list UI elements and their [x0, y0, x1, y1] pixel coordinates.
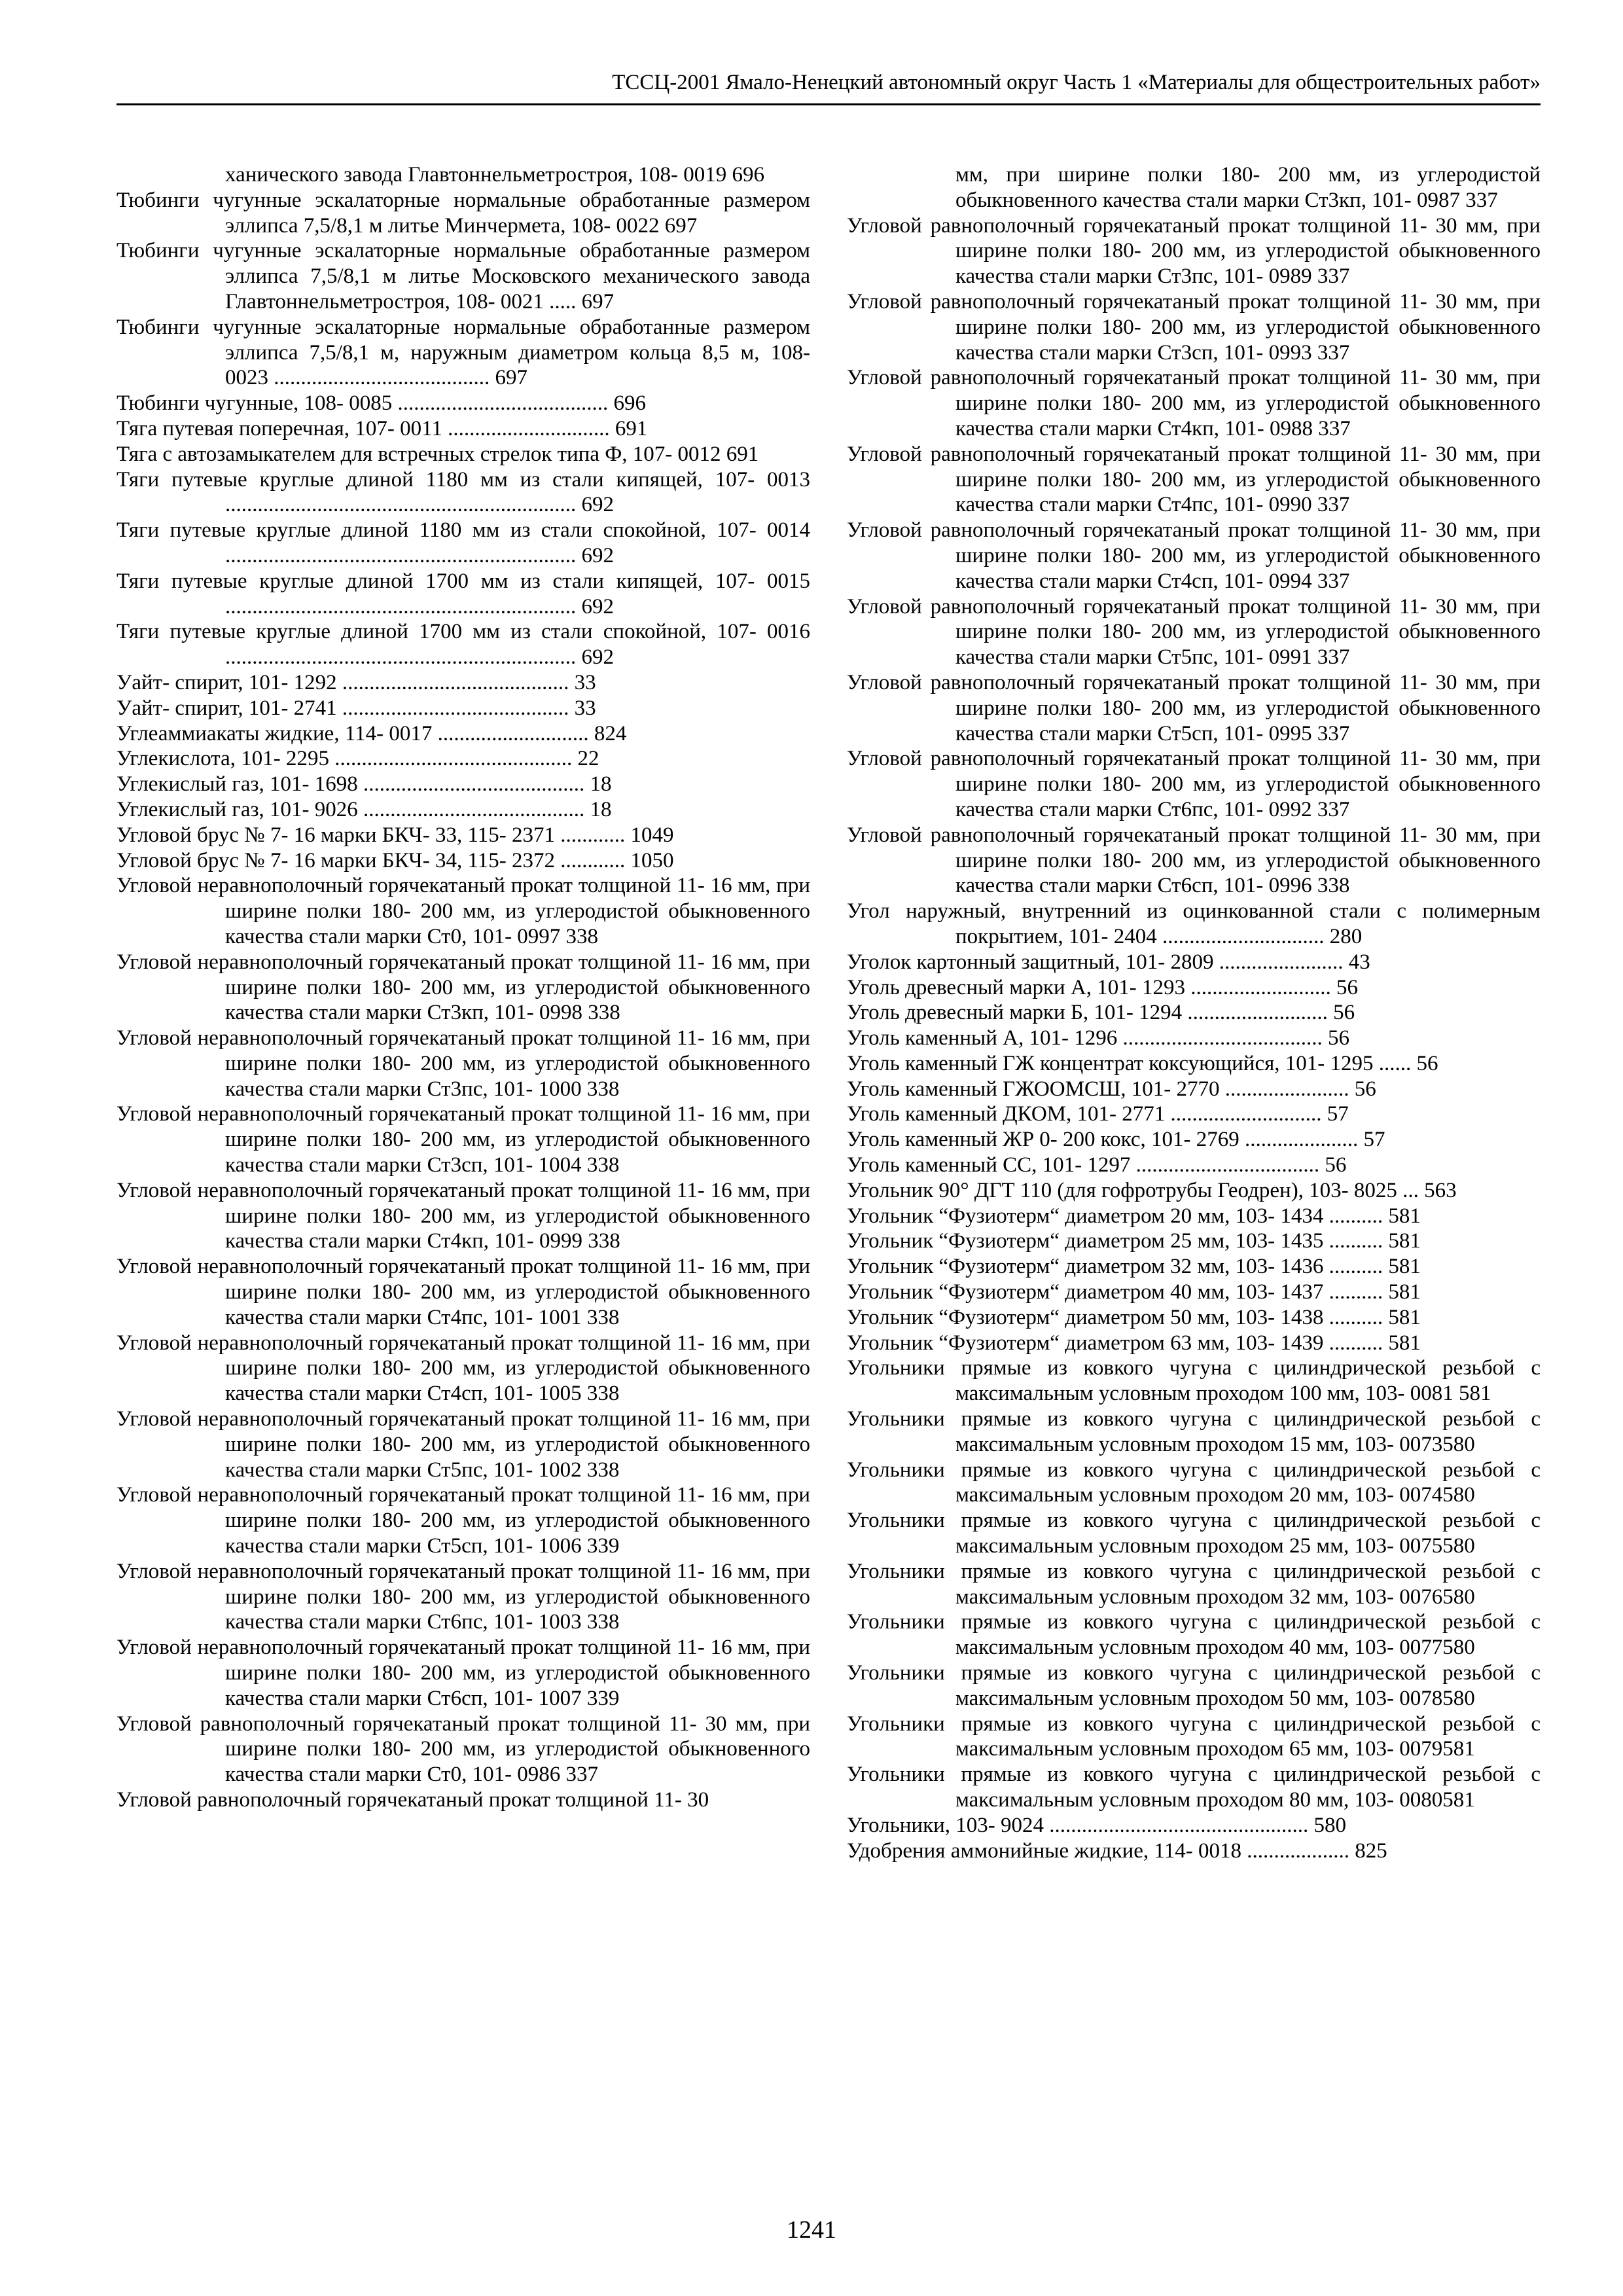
index-entry: Угольник “Фузиотерм“ диаметром 32 мм, 103- 1436 .......... 581	[847, 1255, 1421, 1279]
index-entry: Тяги путевые круглые длиной 1180 мм из стали спокойной, 107- 0014 ................................................................. 692	[116, 518, 810, 567]
running-header: ТССЦ-2001 Ямало-Ненецкий автономный округ Часть 1 «Материалы для общестроительных работ»	[612, 71, 1541, 94]
index-entry: Угловой равнополочный горячекатаный прокат толщиной 11- 30 мм, при ширине полки 180- 200 мм, из углеродистой обыкновенного качества стали марки Ст6пс, 101- 0992 337	[847, 747, 1541, 821]
index-entry: Угловой равнополочный горячекатаный прокат толщиной 11- 30 мм, при ширине полки 180- 200 мм, из углеродистой обыкновенного качества стали марки Ст3пс, 101- 0989 337	[847, 213, 1541, 289]
index-entry: Угольники прямые из ковкого чугуна с цилиндрической резьбой с максимальным условным проходом 80 мм, 103- 0080581	[847, 1763, 1541, 1812]
index-entry: мм, при ширине полки 180- 200 мм, из углеродистой обыкновенного качества стали марки Ст3кп, 101- 0987 337	[955, 163, 1541, 212]
index-entry: Угольники прямые из ковкого чугуна с цилиндрической резьбой с максимальным условным проходом 50 мм, 103- 0078580	[847, 1661, 1541, 1710]
index-entry: Угольники прямые из ковкого чугуна с цилиндрической резьбой с максимальным условным проходом 100 мм, 103- 0081 581	[847, 1356, 1541, 1406]
index-entry: Угольник “Фузиотерм“ диаметром 25 мм, 103- 1435 .......... 581	[847, 1229, 1421, 1253]
index-entry: Угловой равнополочный горячекатаный прокат толщиной 11- 30 мм, при ширине полки 180- 200 мм, из углеродистой обыкновенного качества стали марки Ст4сп, 101- 0994 337	[847, 518, 1541, 593]
index-entry: Угольники прямые из ковкого чугуна с цилиндрической резьбой с максимальным условным проходом 32 мм, 103- 0076580	[847, 1559, 1541, 1609]
index-entry: Угловой неравнополочный горячекатаный прокат толщиной 11- 16 мм, при ширине полки 180- 200 мм, из углеродистой обыкновенного качества стали марки Ст4пс, 101- 1001 338	[116, 1255, 810, 1329]
index-entry: Угловой брус № 7- 16 марки БКЧ- 34, 115- 2372 ............ 1050	[116, 848, 674, 872]
index-entry: Тюбинги чугунные эскалаторные нормальные обработанные размером эллипса 7,5/8,1 м литье Московского механического завода Главтоннельметростроя, 108- 0021 ..... 697	[116, 239, 810, 314]
index-entry: Тяги путевые круглые длиной 1180 мм из стали кипящей, 107- 0013 ................................................................. 692	[116, 467, 810, 517]
index-entry: Угольник “Фузиотерм“ диаметром 50 мм, 103- 1438 .......... 581	[847, 1305, 1421, 1329]
index-entry: Уголь каменный СС, 101- 1297 .................................. 56	[847, 1153, 1347, 1177]
index-entry: Уголок картонный защитный, 101- 2809 ....................... 43	[847, 950, 1370, 974]
index-entry: Угловой равнополочный горячекатаный прокат толщиной 11- 30 мм, при ширине полки 180- 200 мм, из углеродистой обыкновенного качества стали марки Ст6сп, 101- 0996 338	[847, 823, 1541, 898]
index-column-right	[847, 162, 1541, 1863]
index-entry: Угловой неравнополочный горячекатаный прокат толщиной 11- 16 мм, при ширине полки 180- 200 мм, из углеродистой обыкновенного качества стали марки Ст0, 101- 0997 338	[116, 874, 810, 948]
index-entry: Удобрения аммонийные жидкие, 114- 0018 ................... 825	[847, 1839, 1387, 1863]
index-entry: Угольник “Фузиотерм“ диаметром 40 мм, 103- 1437 .......... 581	[847, 1280, 1421, 1304]
index-entry: Уголь древесный марки Б, 101- 1294 .......................... 56	[847, 1001, 1355, 1025]
index-entry: Угольники прямые из ковкого чугуна с цилиндрической резьбой с максимальным условным проходом 40 мм, 103- 0077580	[847, 1610, 1541, 1660]
index-column-left	[116, 162, 810, 1813]
index-entry: Угольник “Фузиотерм“ диаметром 20 мм, 103- 1434 .......... 581	[847, 1204, 1421, 1228]
index-entry: Угловой неравнополочный горячекатаный прокат толщиной 11- 16 мм, при ширине полки 180- 200 мм, из углеродистой обыкновенного качества стали марки Ст3пс, 101- 1000 338	[116, 1026, 810, 1101]
index-entry: Тяги путевые круглые длиной 1700 мм из стали спокойной, 107- 0016 ................................................................. 692	[116, 620, 810, 670]
page-number: 1241	[787, 2216, 836, 2244]
index-entry: Угольники прямые из ковкого чугуна с цилиндрической резьбой с максимальным условным проходом 15 мм, 103- 0073580	[847, 1407, 1541, 1456]
index-entry: Углекислота, 101- 2295 ............................................ 22	[116, 747, 599, 771]
index-entry: Угловой равнополочный горячекатаный прокат толщиной 11- 30 мм, при ширине полки 180- 200 мм, из углеродистой обыкновенного качества стали марки Ст4кп, 101- 0988 337	[847, 366, 1541, 440]
index-entry: Угловой неравнополочный горячекатаный прокат толщиной 11- 16 мм, при ширине полки 180- 200 мм, из углеродистой обыкновенного качества стали марки Ст5сп, 101- 1006 339	[116, 1483, 810, 1558]
index-entry: Угольники прямые из ковкого чугуна с цилиндрической резьбой с максимальным условным проходом 65 мм, 103- 0079581	[847, 1712, 1541, 1761]
index-entry: Угловой равнополочный горячекатаный прокат толщиной 11- 30 мм, при ширине полки 180- 200 мм, из углеродистой обыкновенного качества стали марки Ст5пс, 101- 0991 337	[847, 594, 1541, 670]
index-entry: Тюбинги чугунные эскалаторные нормальные обработанные размером эллипса 7,5/8,1 м литье Минчермета, 108- 0022 697	[116, 188, 810, 238]
index-entry: Уголь каменный ЖР 0- 200 кокс, 101- 2769 ..................... 57	[847, 1128, 1385, 1152]
index-entry: Углекислый газ, 101- 1698 ......................................... 18	[116, 772, 612, 797]
index-entry: Уголь каменный ГЖ концентрат коксующийся, 101- 1295 ...... 56	[847, 1051, 1438, 1075]
index-entry: Угол наружный, внутренний из оцинкованной стали с полимерным покрытием, 101- 2404 .............................. 280	[847, 899, 1541, 948]
index-entry: Угольники, 103- 9024 ................................................ 580	[847, 1813, 1347, 1837]
index-entry: Угловой равнополочный горячекатаный прокат толщиной 11- 30 мм, при ширине полки 180- 200 мм, из углеродистой обыкновенного качества стали марки Ст3сп, 101- 0993 337	[847, 289, 1541, 365]
index-entry: Угольник 90° ДГТ 110 (для гофротрубы Геодрен), 103- 8025 ... 563	[847, 1178, 1457, 1202]
index-entry: Тяга путевая поперечная, 107- 0011 .............................. 691	[116, 416, 648, 440]
index-entry: Угольники прямые из ковкого чугуна с цилиндрической резьбой с максимальным условным проходом 25 мм, 103- 0075580	[847, 1509, 1541, 1558]
index-entry: Угловой равнополочный горячекатаный прокат толщиной 11- 30 мм, при ширине полки 180- 200 мм, из углеродистой обыкновенного качества стали марки Ст5сп, 101- 0995 337	[847, 670, 1541, 745]
index-entry: Угловой неравнополочный горячекатаный прокат толщиной 11- 16 мм, при ширине полки 180- 200 мм, из углеродистой обыкновенного качества стали марки Ст4сп, 101- 1005 338	[116, 1331, 810, 1406]
index-entry: Угловой неравнополочный горячекатаный прокат толщиной 11- 16 мм, при ширине полки 180- 200 мм, из углеродистой обыкновенного качества стали марки Ст6сп, 101- 1007 339	[116, 1636, 810, 1710]
index-entry: Угловой равнополочный горячекатаный прокат толщиной 11- 30 мм, при ширине полки 180- 200 мм, из углеродистой обыкновенного качества стали марки Ст4пс, 101- 0990 337	[847, 442, 1541, 517]
index-entry: Угловой брус № 7- 16 марки БКЧ- 33, 115- 2371 ............ 1049	[116, 823, 674, 847]
index-entry: Уголь каменный ГЖООМСШ, 101- 2770 ....................... 56	[847, 1077, 1376, 1101]
index-entry: Угольник “Фузиотерм“ диаметром 63 мм, 103- 1439 .......... 581	[847, 1331, 1421, 1355]
index-entry: ханического завода Главтоннельметростроя, 108- 0019 696	[225, 163, 764, 187]
index-entry: Тюбинги чугунные, 108- 0085 ....................................... 696	[116, 391, 646, 416]
index-entry: Тяги путевые круглые длиной 1700 мм из стали кипящей, 107- 0015 ................................................................. 692	[116, 569, 810, 619]
index-entry: Тяга с автозамыкателем для встречных стрелок типа Ф, 107- 0012 691	[116, 442, 759, 466]
index-entry: Уайт- спирит, 101- 1292 .......................................... 33	[116, 670, 596, 694]
index-entry: Угловой неравнополочный горячекатаный прокат толщиной 11- 16 мм, при ширине полки 180- 200 мм, из углеродистой обыкновенного качества стали марки Ст6пс, 101- 1003 338	[116, 1559, 810, 1634]
index-entry: Уайт- спирит, 101- 2741 .......................................... 33	[116, 696, 596, 720]
index-entry: Угловой неравнополочный горячекатаный прокат толщиной 11- 16 мм, при ширине полки 180- 200 мм, из углеродистой обыкновенного качества стали марки Ст5пс, 101- 1002 338	[116, 1407, 810, 1482]
index-entry: Угловой неравнополочный горячекатаный прокат толщиной 11- 16 мм, при ширине полки 180- 200 мм, из углеродистой обыкновенного качества стали марки Ст3сп, 101- 1004 338	[116, 1102, 810, 1177]
index-entry: Уголь каменный А, 101- 1296 ..................................... 56	[847, 1026, 1349, 1050]
index-entry: Угольники прямые из ковкого чугуна с цилиндрической резьбой с максимальным условным проходом 20 мм, 103- 0074580	[847, 1458, 1541, 1507]
index-entry: Углекислый газ, 101- 9026 ......................................... 18	[116, 797, 612, 821]
index-entry: Угловой неравнополочный горячекатаный прокат толщиной 11- 16 мм, при ширине полки 180- 200 мм, из углеродистой обыкновенного качества стали марки Ст3кп, 101- 0998 338	[116, 950, 810, 1025]
index-entry: Уголь древесный марки А, 101- 1293 .......................... 56	[847, 975, 1359, 999]
index-entry: Уголь каменный ДКОМ, 101- 2771 ............................ 57	[847, 1102, 1349, 1126]
index-entry: Угловой неравнополочный горячекатаный прокат толщиной 11- 16 мм, при ширине полки 180- 200 мм, из углеродистой обыкновенного качества стали марки Ст4кп, 101- 0999 338	[116, 1178, 810, 1253]
index-entry: Тюбинги чугунные эскалаторные нормальные обработанные размером эллипса 7,5/8,1 м, наружным диаметром кольца 8,5 м, 108- 0023 ........................................ 697	[116, 315, 810, 390]
header-rule	[116, 103, 1541, 105]
index-entry: Углеаммиакаты жидкие, 114- 0017 ............................ 824	[116, 721, 627, 745]
index-entry: Угловой равнополочный горячекатаный прокат толщиной 11- 30	[116, 1788, 709, 1812]
index-entry: Угловой равнополочный горячекатаный прокат толщиной 11- 30 мм, при ширине полки 180- 200 мм, из углеродистой обыкновенного качества стали марки Ст0, 101- 0986 337	[116, 1712, 810, 1787]
